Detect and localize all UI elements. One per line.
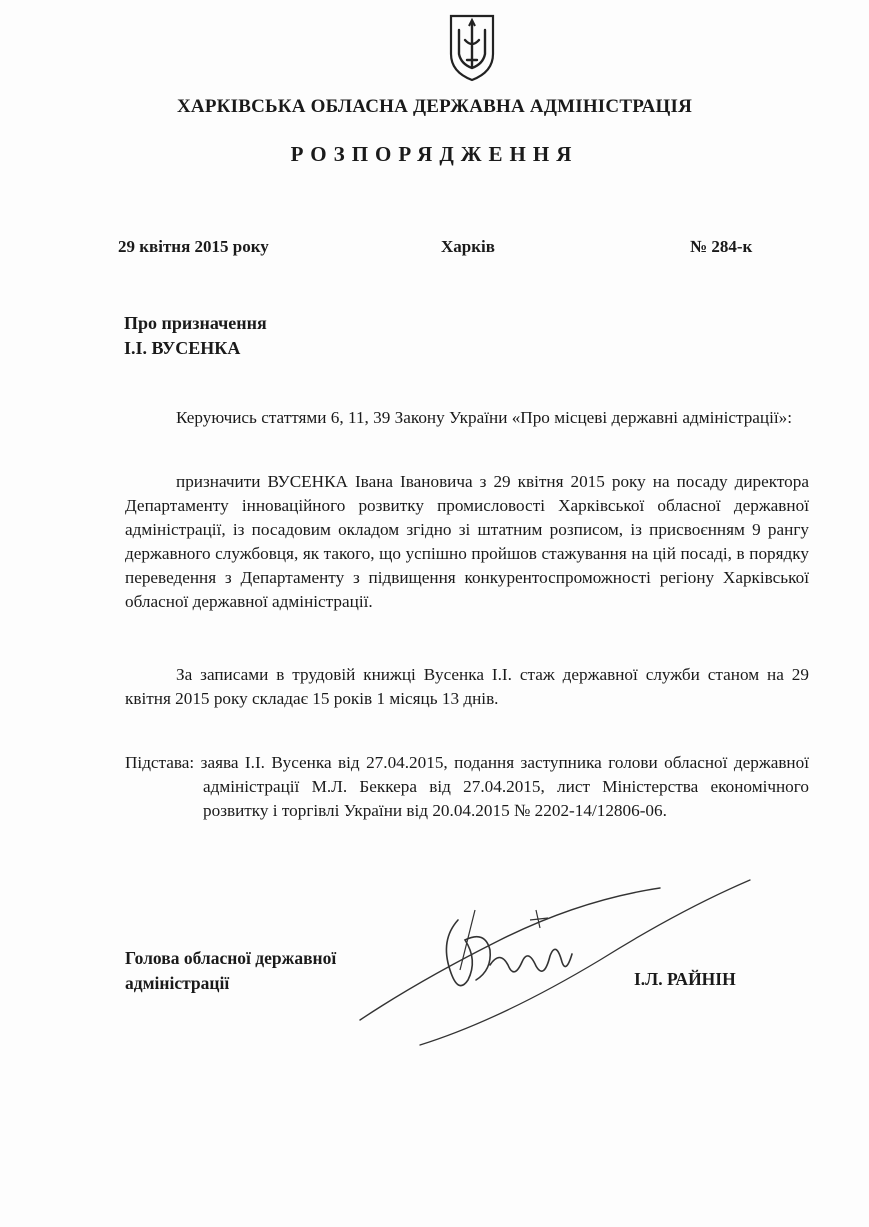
organization-title: ХАРКІВСЬКА ОБЛАСНА ДЕРЖАВНА АДМІНІСТРАЦІЯ [177,96,692,117]
document-number: № 284-к [690,237,753,256]
trident-coat-of-arms-icon [447,12,497,82]
document-type: РОЗПОРЯДЖЕННЯ [290,142,579,166]
basis-section [125,751,809,823]
paragraph-appointment: призначити ВУСЕНКА Івана Івановича з 29 квітня 2015 року на посаду директора Департаменту інноваційного розвитку промисловості Харківської обласної державної адміністрації, із посадовим окладом згідно зі штатним розписом, із присвоєнням 9 рангу державного службовця, як такого, що успішно пройшов стажування на цій посаді, в порядку переведення з Департаменту з підвищення конкурентоспроможності регіону Харківської обласної державної адміністрації. [125,472,809,611]
basis-label: Підстава: [125,753,195,772]
document-subject [124,311,267,361]
signer-title-line-1: Голова обласної державної [125,948,337,968]
paragraph-legal-basis: Керуючись статтями 6, 11, 39 Закону України «Про місцеві державні адміністрації»: [176,408,793,427]
paragraph-service-record: За записами в трудовій книжці Вусенка І.І. стаж державної служби станом на 29 квітня 2015 року складає 15 років 1 місяць 13 днів. [125,665,809,708]
subject-line-1: Про призначення [124,313,267,333]
basis-text: заява І.І. Вусенка від 27.04.2015, подання заступника голови обласної державної адміністрації М.Л. Беккера від 27.04.2015, лист Міністерства економічного розвитку і торгівлі України від 20.04.2015 № 2202-14/12806-06. [200,753,809,820]
document-date: 29 квітня 2015 року [118,237,269,256]
subject-line-2: І.І. ВУСЕНКА [124,338,241,358]
signer-name: І.Л. РАЙНІН [634,969,736,989]
document-city: Харків [441,237,495,256]
signer-title-line-2: адміністрації [125,973,230,993]
